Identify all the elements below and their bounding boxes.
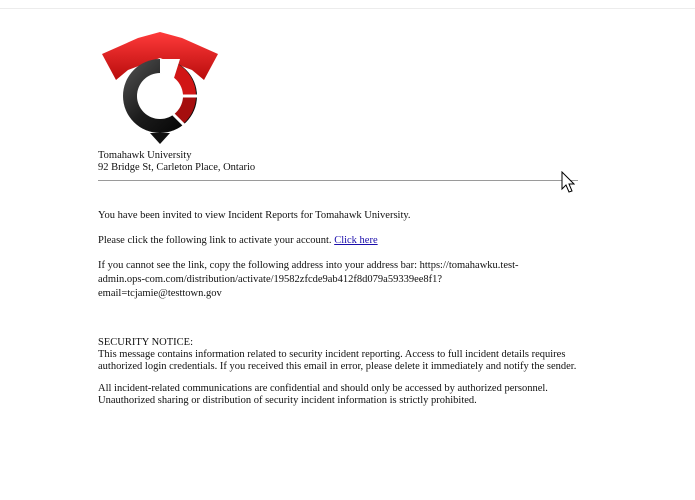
fallback-text: If you cannot see the link, copy the following address into your address bar: (98, 260, 418, 271)
fallback-url-part1: https://tomahawku.test- (419, 260, 519, 271)
activate-link[interactable]: Click here (334, 235, 378, 246)
confidentiality-notice: All incident-related communications are confidential and should only be accessed by authorized personnel. Unauthorized sharing or distribution of security incident information is strictly prohibited. (98, 383, 548, 406)
security-notice (98, 337, 580, 373)
activate-message (98, 234, 580, 248)
security-notice-body: This message contains information related to security incident reporting. Access to full incident details requires authorized login credentials. If you received this email in error, please delete it immediately and notify the sender. (98, 349, 577, 372)
tomahawk-shield-logo (100, 30, 220, 146)
fallback-url-part3: email=tcjamie@testtown.gov (98, 288, 222, 299)
mouse-pointer-icon (561, 171, 575, 193)
activate-text: Please click the following link to activate your account. (98, 235, 332, 246)
invite-message: You have been invited to view Incident Reports for Tomahawk University. (98, 210, 411, 221)
security-notice-heading: SECURITY NOTICE: (98, 337, 193, 348)
header-divider (98, 180, 578, 181)
organization-name: Tomahawk University (98, 150, 192, 161)
fallback-address (98, 259, 580, 301)
organization-address: 92 Bridge St, Carleton Place, Ontario (98, 162, 256, 173)
email-body (98, 30, 580, 407)
organization-info (98, 150, 580, 174)
fallback-url-part2: admin.ops-com.com/distribution/activate/19582zfcde9ab412f8d079a59339ee8f1? (98, 274, 443, 285)
top-separator (0, 8, 695, 9)
